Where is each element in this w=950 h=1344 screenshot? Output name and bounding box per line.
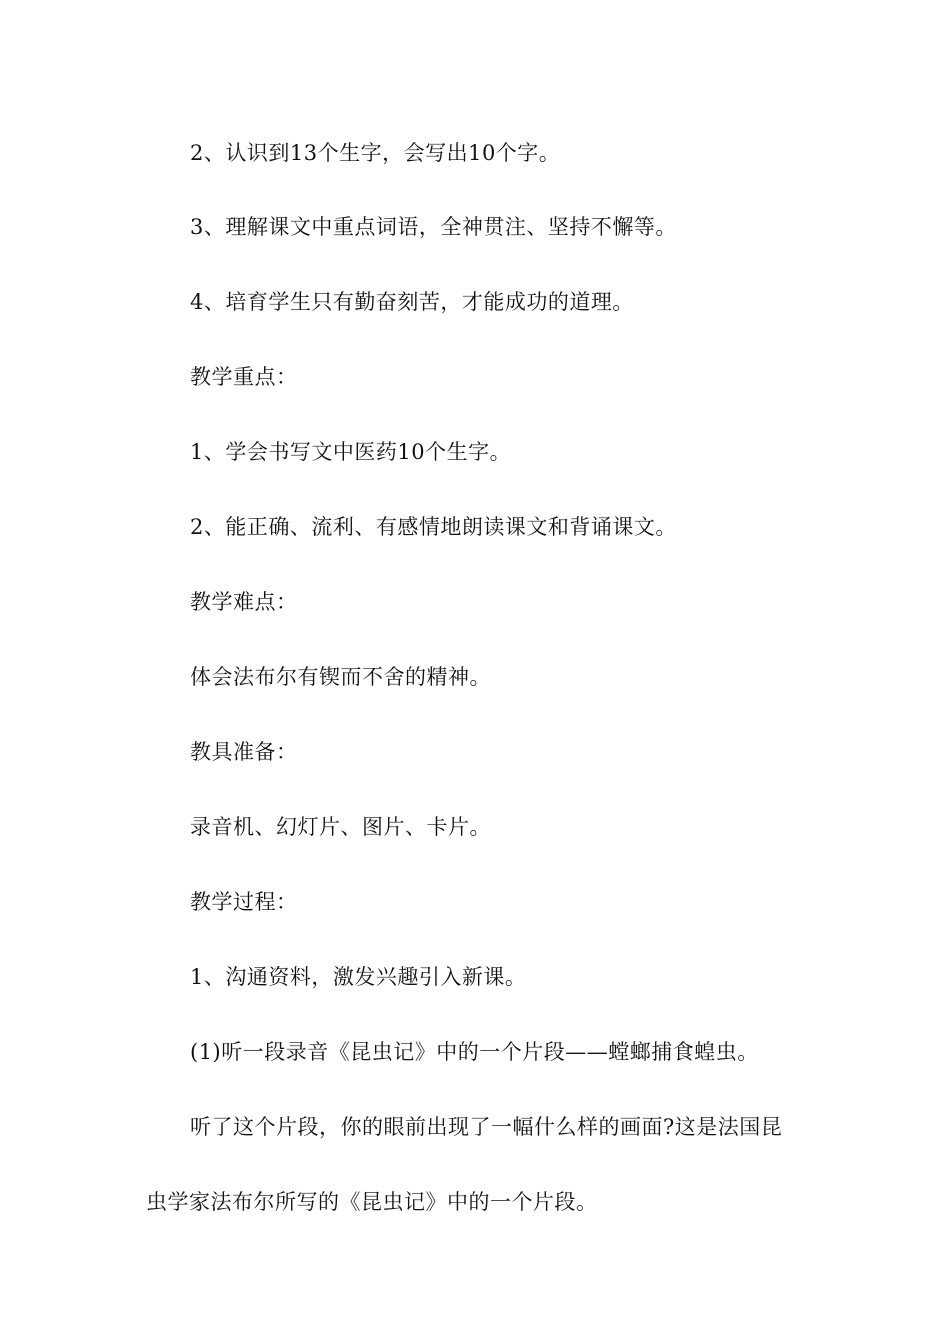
key-points-heading: 教学重点： [190,365,298,389]
materials-heading: 教具准备： [190,740,298,764]
paragraph-line-2: 虫学家法布尔所写的《昆虫记》中的一个片段。 [146,1190,598,1214]
objective-3: 3、理解课文中重点词语，全神贯注、坚持不懈等。 [190,215,677,239]
process-substep-1: (1)听一段录音《昆虫记》中的一个片段——螳螂捕食蝗虫。 [190,1040,759,1064]
difficulty-text: 体会法布尔有锲而不舍的精神。 [190,665,491,689]
key-point-2: 2、能正确、流利、有感情地朗读课文和背诵课文。 [190,515,677,539]
process-heading: 教学过程： [190,890,298,914]
process-step-1: 1、沟通资料，激发兴趣引入新课。 [190,965,527,989]
paragraph-line-1: 听了这个片段，你的眼前出现了一幅什么样的画面?这是法国昆 [190,1115,783,1139]
objective-4: 4、培育学生只有勤奋刻苦，才能成功的道理。 [190,290,634,314]
materials-text: 录音机、幻灯片、图片、卡片。 [190,815,491,839]
difficulties-heading: 教学难点： [190,590,298,614]
key-point-1: 1、学会书写文中医药10个生字。 [190,440,512,464]
objective-2: 2、认识到13个生字，会写出10个字。 [190,141,561,165]
